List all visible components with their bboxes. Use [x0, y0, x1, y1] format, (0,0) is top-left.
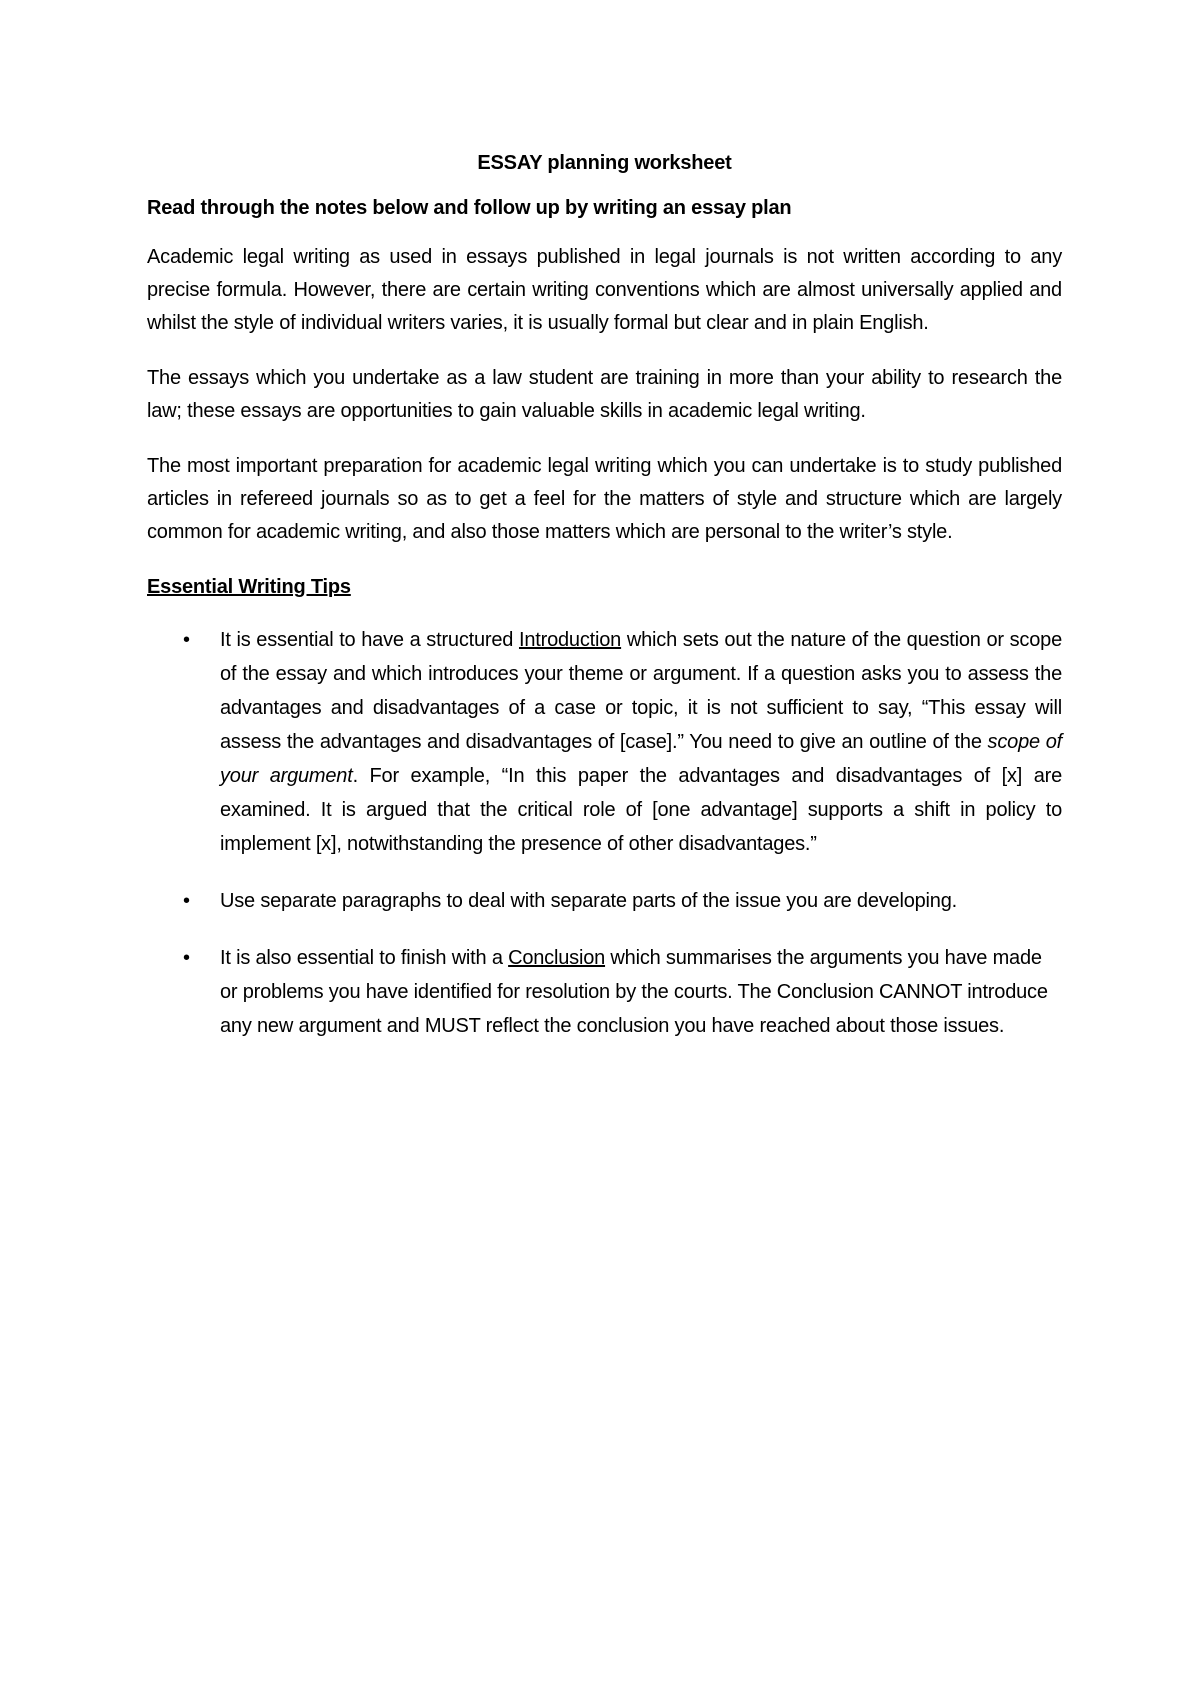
conclusion-term: Conclusion — [508, 947, 606, 969]
tip-text: Use separate paragraphs to deal with separate parts of the issue you are developing. — [220, 890, 957, 912]
introduction-term: Introduction — [518, 629, 622, 651]
document-subtitle: Read through the notes below and follow up by writing an essay plan — [147, 197, 792, 219]
bullet-icon: • — [183, 947, 190, 969]
list-item — [147, 941, 1062, 1043]
tip-text: which sets out the nature of the question or scope of the essay and which introduces your theme or argument. If a question asks you to assess the advantages and disadvantages of a case or topic, it is not sufficient to say, “This essay will assess the advantages and disadvantages of [case].” You need to give an outline of the — [220, 629, 1062, 753]
document-title: ESSAY planning worksheet — [477, 152, 732, 174]
list-item — [147, 623, 1062, 861]
tip-text: It is also essential to finish with a — [220, 947, 509, 969]
tip-text: . For example, “In this paper the advantages and disadvantages of [x] are examined. It is argued that the critical role of [one advantage] supports a shift in policy to implement [x], notwithstanding the presence of other disadvantages.” — [220, 765, 1062, 855]
training-paragraph: The essays which you undertake as a law student are training in more than your ability to research the law; these essays are opportunities to gain valuable skills in academic legal writing. — [147, 367, 1062, 422]
preparation-paragraph: The most important preparation for academic legal writing which you can undertake is to study published articles in refereed journals so as to get a feel for the matters of style and structure which are largely common for academic writing, and also those matters which are personal to the writer’s style. — [147, 455, 1062, 543]
tips-list — [147, 623, 1062, 1043]
tip-text: It is essential to have a structured — [220, 629, 519, 651]
bullet-icon: • — [183, 890, 190, 912]
list-item — [147, 884, 1062, 918]
tip-text: which summarises the arguments you have made or problems you have identified for resolution by the courts. The Conclusion CANNOT introduce any new argument and MUST reflect the conclusion you have reached about those issues. — [220, 947, 1048, 1037]
intro-paragraph: Academic legal writing as used in essays published in legal journals is not written according to any precise formula. However, there are certain writing conventions which are almost universally applied and whilst the style of individual writers varies, it is usually formal but clear and in plain English. — [147, 246, 1062, 334]
section-heading: Essential Writing Tips — [147, 576, 351, 598]
bullet-icon: • — [183, 629, 190, 651]
document-page — [147, 148, 1062, 1066]
emphasis-text: scope of your argument — [220, 731, 1062, 787]
